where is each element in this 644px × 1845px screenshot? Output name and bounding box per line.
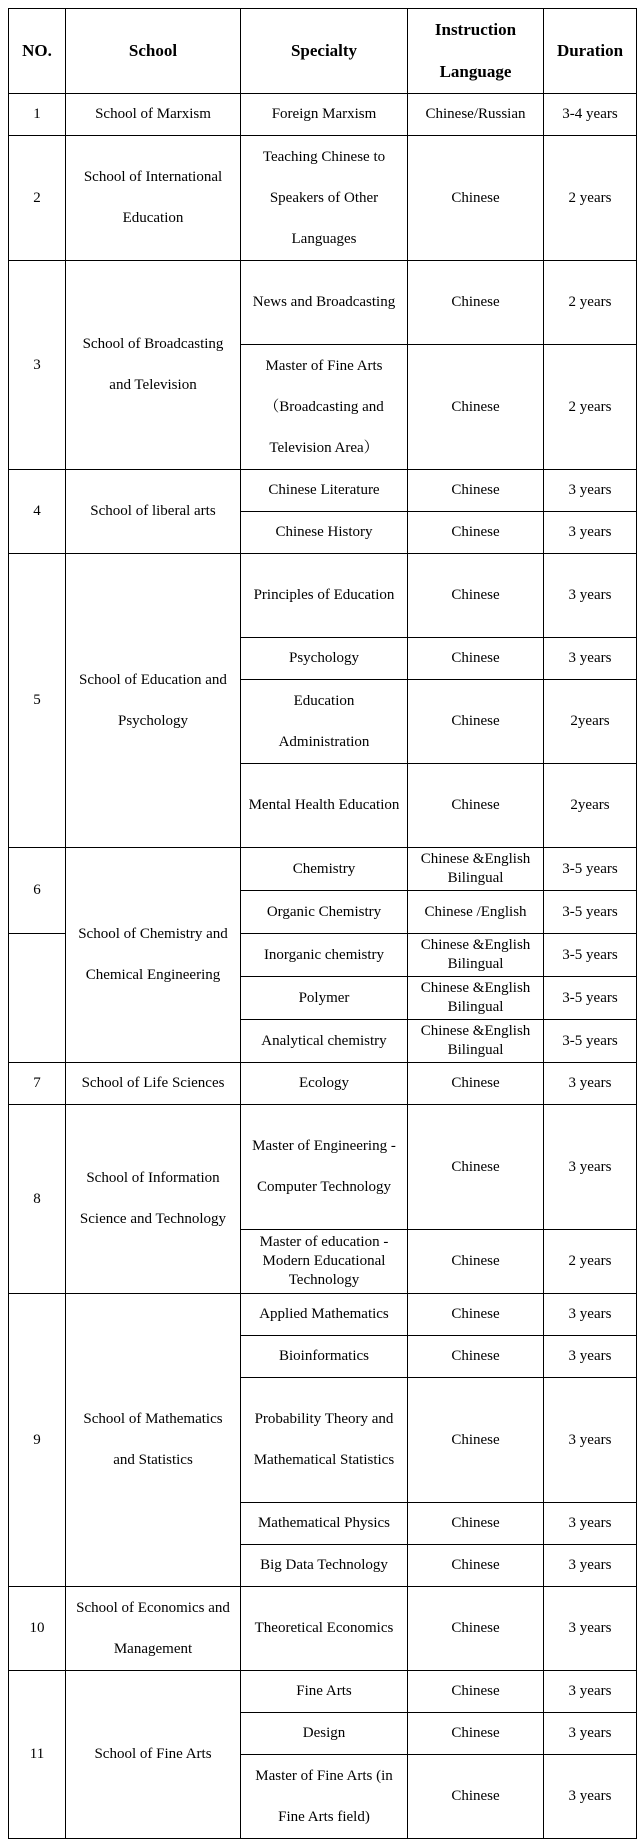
language-cell: Chinese [408,1545,544,1587]
language-cell: Chinese/Russian [408,94,544,136]
duration-cell: 3-5 years [544,1020,637,1063]
specialty-cell: Inorganic chemistry [241,934,408,977]
school-cell: School of Fine Arts [66,1671,241,1839]
duration-cell: 3 years [544,638,637,680]
language-cell: Chinese &English Bilingual [408,977,544,1020]
duration-cell: 3 years [544,470,637,512]
header-language: Instruction Language [408,9,544,94]
specialty-cell: Theoretical Economics [241,1587,408,1671]
duration-cell: 2 years [544,345,637,470]
table-row [9,848,637,891]
school-cell: School of Life Sciences [66,1063,241,1105]
row-number-empty [9,934,66,1063]
language-cell: Chinese [408,764,544,848]
specialty-cell: Mathematical Physics [241,1503,408,1545]
school-cell: School of Mathematics and Statistics [66,1294,241,1587]
school-cell: School of liberal arts [66,470,241,554]
header-row [9,9,637,94]
programs-table [8,8,637,1839]
duration-cell: 3 years [544,1294,637,1336]
language-cell: Chinese [408,470,544,512]
specialty-cell: News and Broadcasting [241,261,408,345]
header-school: School [66,9,241,94]
language-cell: Chinese [408,1336,544,1378]
table-row [9,1671,637,1713]
duration-cell: 3 years [544,1105,637,1230]
header-duration: Duration [544,9,637,94]
duration-cell: 3-5 years [544,891,637,934]
row-number: 4 [9,470,66,554]
duration-cell: 3 years [544,1545,637,1587]
school-cell: School of Economics and Management [66,1587,241,1671]
language-cell: Chinese [408,638,544,680]
duration-cell: 3-5 years [544,977,637,1020]
language-cell: Chinese &English Bilingual [408,848,544,891]
language-cell: Chinese &English Bilingual [408,1020,544,1063]
school-cell: School of Information Science and Technology [66,1105,241,1294]
duration-cell: 3 years [544,1503,637,1545]
school-cell: School of Chemistry and Chemical Engineering [66,848,241,1063]
specialty-cell: Bioinformatics [241,1336,408,1378]
row-number: 8 [9,1105,66,1294]
school-cell: School of Education and Psychology [66,554,241,848]
duration-cell: 3-5 years [544,848,637,891]
specialty-cell: Ecology [241,1063,408,1105]
table-row [9,1105,637,1230]
duration-cell: 3-4 years [544,94,637,136]
duration-cell: 3-5 years [544,934,637,977]
specialty-cell: Design [241,1713,408,1755]
specialty-cell: Probability Theory and Mathematical Statistics [241,1378,408,1503]
header-no: NO. [9,9,66,94]
specialty-cell: Master of Engineering - Computer Technology [241,1105,408,1230]
table-row [9,136,637,261]
specialty-cell: Fine Arts [241,1671,408,1713]
specialty-cell: Analytical chemistry [241,1020,408,1063]
specialty-cell: Chinese Literature [241,470,408,512]
duration-cell: 3 years [544,1063,637,1105]
table-row [9,1587,637,1671]
specialty-cell: Master of education - Modern Educational Technology [241,1230,408,1294]
specialty-cell: Mental Health Education [241,764,408,848]
school-cell: School of Broadcasting and Television [66,261,241,470]
specialty-cell: Teaching Chinese to Speakers of Other Languages [241,136,408,261]
table-row [9,554,637,638]
duration-cell: 3 years [544,554,637,638]
duration-cell: 2years [544,680,637,764]
language-cell: Chinese [408,261,544,345]
table-row [9,470,637,512]
specialty-cell: Applied Mathematics [241,1294,408,1336]
duration-cell: 2 years [544,261,637,345]
language-cell: Chinese /English [408,891,544,934]
table-row [9,1063,637,1105]
row-number: 10 [9,1587,66,1671]
specialty-cell: Chemistry [241,848,408,891]
duration-cell: 3 years [544,1755,637,1839]
duration-cell: 2 years [544,136,637,261]
row-number: 1 [9,94,66,136]
duration-cell: 2 years [544,1230,637,1294]
language-cell: Chinese [408,1294,544,1336]
language-cell: Chinese [408,1063,544,1105]
specialty-cell: Psychology [241,638,408,680]
specialty-cell: Organic Chemistry [241,891,408,934]
language-cell: Chinese [408,1230,544,1294]
specialty-cell: Big Data Technology [241,1545,408,1587]
language-cell: Chinese [408,680,544,764]
duration-cell: 3 years [544,1671,637,1713]
duration-cell: 3 years [544,512,637,554]
row-number: 6 [9,848,66,934]
specialty-cell: Foreign Marxism [241,94,408,136]
specialty-cell: Education Administration [241,680,408,764]
school-cell: School of International Education [66,136,241,261]
language-cell: Chinese [408,554,544,638]
school-cell: School of Marxism [66,94,241,136]
duration-cell: 3 years [544,1336,637,1378]
language-cell: Chinese [408,1713,544,1755]
language-cell: Chinese [408,1587,544,1671]
specialty-cell: Master of Fine Arts（Broadcasting and Television Area） [241,345,408,470]
duration-cell: 3 years [544,1378,637,1503]
row-number: 11 [9,1671,66,1839]
language-cell: Chinese &English Bilingual [408,934,544,977]
language-cell: Chinese [408,1503,544,1545]
language-cell: Chinese [408,136,544,261]
row-number: 5 [9,554,66,848]
specialty-cell: Polymer [241,977,408,1020]
header-specialty: Specialty [241,9,408,94]
language-cell: Chinese [408,1755,544,1839]
language-cell: Chinese [408,1378,544,1503]
duration-cell: 3 years [544,1713,637,1755]
specialty-cell: Chinese History [241,512,408,554]
row-number: 7 [9,1063,66,1105]
specialty-cell: Master of Fine Arts (in Fine Arts field) [241,1755,408,1839]
table-row [9,94,637,136]
table-row [9,1294,637,1336]
language-cell: Chinese [408,1671,544,1713]
row-number: 9 [9,1294,66,1587]
row-number: 3 [9,261,66,470]
row-number: 2 [9,136,66,261]
language-cell: Chinese [408,345,544,470]
language-cell: Chinese [408,512,544,554]
table-row [9,261,637,345]
specialty-cell: Principles of Education [241,554,408,638]
duration-cell: 3 years [544,1587,637,1671]
language-cell: Chinese [408,1105,544,1230]
duration-cell: 2years [544,764,637,848]
